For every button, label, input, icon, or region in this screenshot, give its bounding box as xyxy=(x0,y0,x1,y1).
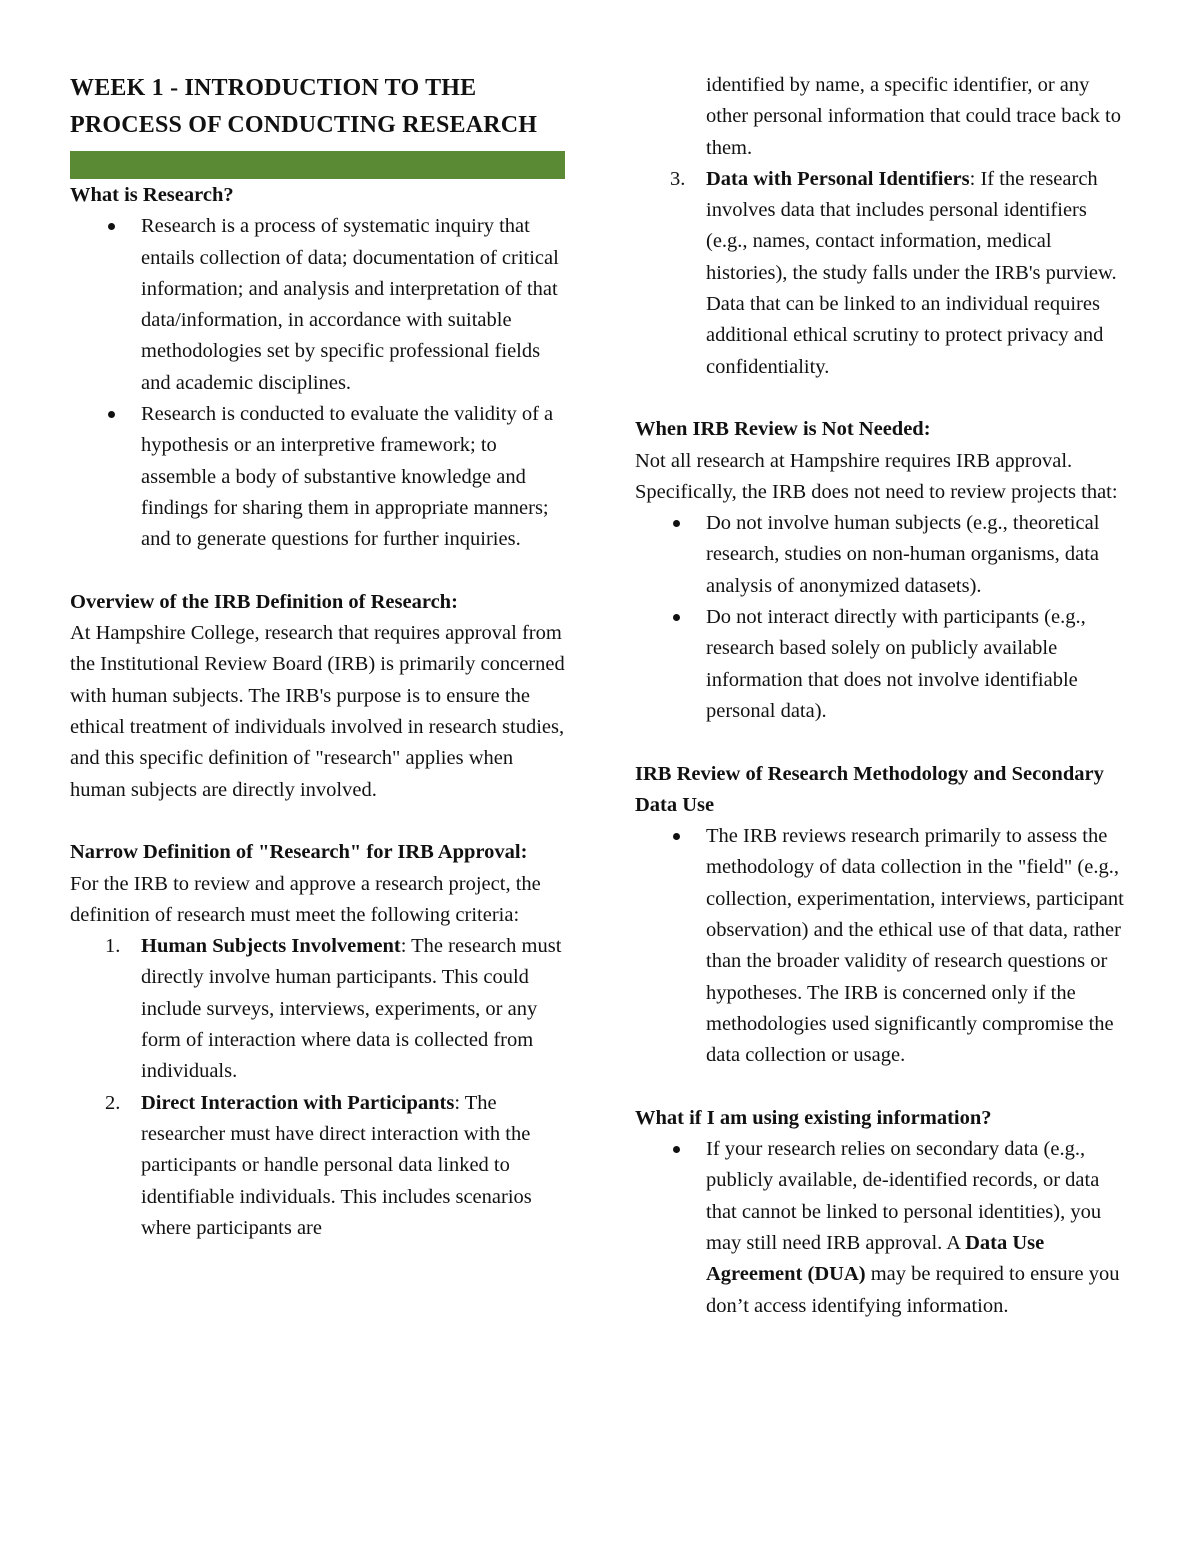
criteria-term: Human Subjects Involvement xyxy=(141,935,401,958)
list-item xyxy=(635,821,1130,1071)
not-needed-list xyxy=(635,508,1130,727)
criteria-list xyxy=(70,931,570,1244)
criteria-text: : The researcher must have direct interaction with the participants or handle personal data linked to identifiable individuals. This includes scenarios where participants are xyxy=(141,1091,532,1239)
narrow-definition-intro: For the IRB to review and approve a research project, the definition of research must meet the following criteria: xyxy=(70,872,541,926)
criteria-number: 2. xyxy=(105,1091,121,1114)
what-is-research-heading: What is Research? xyxy=(70,184,234,206)
criteria-item-2-continuation: identified by name, a specific identifier, or any other personal information that could trace back to them. xyxy=(706,74,1121,159)
narrow-definition-heading: Narrow Definition of "Research" for IRB Approval: xyxy=(70,841,528,864)
methodology-list xyxy=(635,821,1130,1071)
overview-heading: Overview of the IRB Definition of Research: xyxy=(70,590,458,613)
list-item-text: Do not interact directly with participants (e.g., research based solely on publicly available information that does not involve identifiable personal data). xyxy=(706,606,1086,722)
page-title: WEEK 1 - INTRODUCTION TO THE PROCESS OF CONDUCTING RESEARCH xyxy=(70,75,538,138)
criteria-text: : If the research involves data that includes personal identifiers (e.g., names, contact information, medical histories), the study falls under the IRB's purview. Data that can be linked to an individual requires additional ethical scrutiny to protect privacy and confidentiality. xyxy=(706,167,1117,378)
criteria-term: Data with Personal Identifiers xyxy=(706,167,970,190)
criteria-term: Direct Interaction with Participants xyxy=(141,1091,455,1114)
dua-term: Data Use Agreement (DUA) xyxy=(706,1231,1045,1286)
criteria-number: 1. xyxy=(105,935,121,958)
list-item-text: Research is a process of systematic inquiry that entails collection of data; documentation of critical information; and analysis and interpretation of that data/information, in accordance with suitable methodologies set by specific professional fields and academic disciplines. xyxy=(141,215,559,394)
criteria-item-3 xyxy=(635,164,1130,383)
bullet-icon xyxy=(108,223,115,230)
criteria-text: : The research must directly involve human participants. This could include surveys, interviews, experiments, or any form of interaction where data is collected from individuals. xyxy=(141,935,562,1083)
list-item xyxy=(70,211,570,399)
not-needed-heading: When IRB Review is Not Needed: xyxy=(635,418,931,441)
methodology-heading: IRB Review of Research Methodology and Secondary Data Use xyxy=(635,762,1104,816)
criteria-list-continued xyxy=(635,164,1130,383)
bullet-icon xyxy=(673,520,680,527)
existing-info-heading: What if I am using existing information? xyxy=(635,1106,992,1129)
overview-body: At Hampshire College, research that requires approval from the Institutional Review Board (IRB) is primarily concerned with human subjects. The IRB's purpose is to ensure the ethical treatment of individuals involved in research studies, and this specific definition of "research" applies when human subjects are directly involved. xyxy=(70,622,565,801)
criteria-number: 3. xyxy=(670,167,686,190)
list-item-text: Research is conducted to evaluate the validity of a hypothesis or an interpretive framework; to assemble a body of substantive knowledge and findings for sharing them in appropriate manners; and to generate questions for further inquiries. xyxy=(141,403,554,551)
list-item xyxy=(635,602,1130,727)
right-column xyxy=(635,70,1130,1322)
bullet-icon xyxy=(673,1146,680,1153)
bullet-icon xyxy=(673,833,680,840)
list-item xyxy=(70,399,570,555)
bullet-icon xyxy=(673,614,680,621)
not-needed-intro: Not all research at Hampshire requires IRB approval. Specifically, the IRB does not need to review projects that: xyxy=(635,449,1118,503)
list-item-text-pre: If your research relies on secondary data (e.g., publicly available, de-identified records, or data that cannot be linked to personal identities), you may still need IRB approval. A xyxy=(706,1138,1102,1254)
list-item xyxy=(635,1134,1130,1322)
list-item-text: The IRB reviews research primarily to assess the methodology of data collection in the "field" (e.g., collection, experimentation, interviews, participant observation) and the ethical use of that data, rather than the broader validity of research questions or hypotheses. The IRB is concerned only if the methodologies used significantly compromise the data collection or usage. xyxy=(706,825,1124,1067)
criteria-item-2 xyxy=(70,1088,570,1244)
criteria-item-1 xyxy=(70,931,570,1087)
list-item xyxy=(635,508,1130,602)
existing-info-list xyxy=(635,1134,1130,1322)
what-is-research-list xyxy=(70,211,570,555)
bullet-icon xyxy=(108,411,115,418)
list-item-text-post: may be required to ensure you don’t access identifying information. xyxy=(706,1263,1120,1317)
left-column xyxy=(70,70,570,1244)
title-underline-bar xyxy=(70,151,565,179)
list-item-text: Do not involve human subjects (e.g., theoretical research, studies on non-human organisms, data analysis of anonymized datasets). xyxy=(706,512,1100,597)
